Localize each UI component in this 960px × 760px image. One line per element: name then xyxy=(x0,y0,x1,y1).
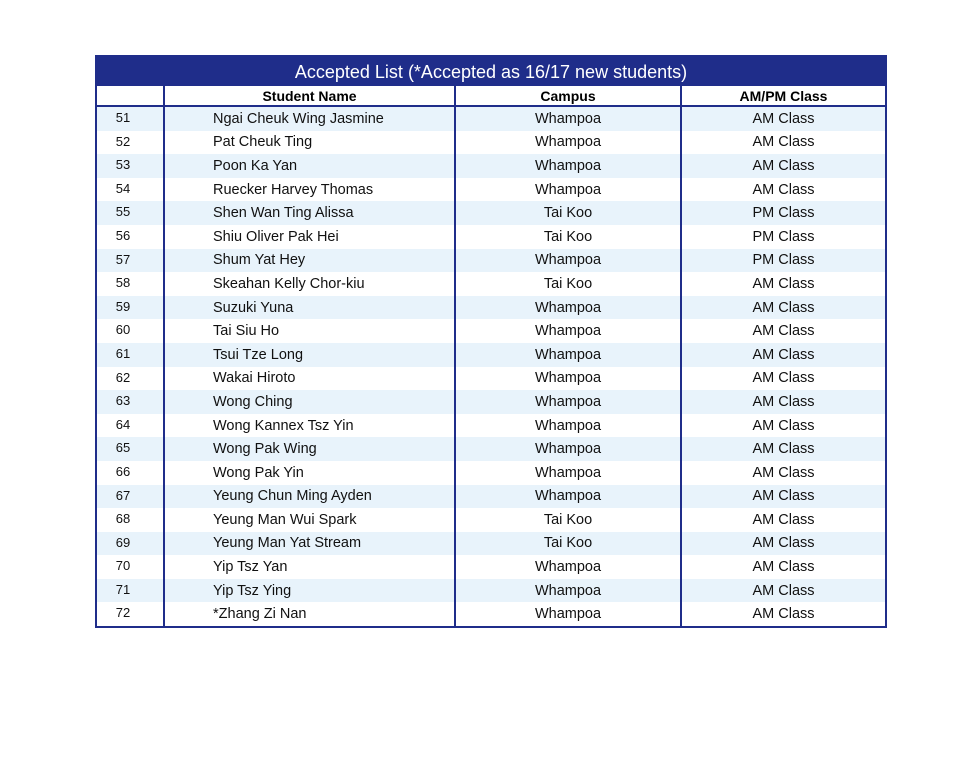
class-cell: AM Class xyxy=(681,296,885,320)
table-row xyxy=(97,225,885,249)
campus-cell: Whampoa xyxy=(455,579,681,603)
table-row xyxy=(97,178,885,202)
student-name-cell: Yip Tsz Yan xyxy=(164,555,455,579)
table-row xyxy=(97,532,885,556)
campus-cell: Whampoa xyxy=(455,319,681,343)
row-number: 64 xyxy=(97,414,164,438)
class-cell: AM Class xyxy=(681,602,885,626)
row-number: 57 xyxy=(97,249,164,273)
student-name-cell: Poon Ka Yan xyxy=(164,154,455,178)
class-cell: AM Class xyxy=(681,178,885,202)
table-header-row xyxy=(97,86,885,106)
campus-cell: Tai Koo xyxy=(455,272,681,296)
table-row xyxy=(97,272,885,296)
row-number: 51 xyxy=(97,106,164,131)
class-cell: AM Class xyxy=(681,555,885,579)
table-row xyxy=(97,485,885,509)
class-cell: AM Class xyxy=(681,106,885,131)
table-row xyxy=(97,296,885,320)
table-row xyxy=(97,555,885,579)
row-number: 56 xyxy=(97,225,164,249)
campus-cell: Whampoa xyxy=(455,343,681,367)
class-cell: AM Class xyxy=(681,508,885,532)
table-row xyxy=(97,343,885,367)
campus-cell: Tai Koo xyxy=(455,201,681,225)
student-name-cell: Wong Ching xyxy=(164,390,455,414)
student-name-cell: Yeung Man Wui Spark xyxy=(164,508,455,532)
class-cell: AM Class xyxy=(681,437,885,461)
header-class: AM/PM Class xyxy=(681,86,885,106)
student-name-cell: Shen Wan Ting Alissa xyxy=(164,201,455,225)
campus-cell: Whampoa xyxy=(455,154,681,178)
campus-cell: Whampoa xyxy=(455,390,681,414)
row-number: 55 xyxy=(97,201,164,225)
campus-cell: Whampoa xyxy=(455,461,681,485)
campus-cell: Whampoa xyxy=(455,249,681,273)
student-name-cell: Tai Siu Ho xyxy=(164,319,455,343)
campus-cell: Whampoa xyxy=(455,131,681,155)
accepted-list-sheet xyxy=(95,55,887,628)
row-number: 69 xyxy=(97,532,164,556)
student-name-cell: Pat Cheuk Ting xyxy=(164,131,455,155)
campus-cell: Tai Koo xyxy=(455,225,681,249)
campus-cell: Whampoa xyxy=(455,555,681,579)
student-name-cell: Yeung Man Yat Stream xyxy=(164,532,455,556)
campus-cell: Tai Koo xyxy=(455,508,681,532)
campus-cell: Whampoa xyxy=(455,437,681,461)
class-cell: AM Class xyxy=(681,272,885,296)
campus-cell: Whampoa xyxy=(455,178,681,202)
campus-cell: Whampoa xyxy=(455,367,681,391)
accepted-students-table xyxy=(97,86,885,626)
row-number: 62 xyxy=(97,367,164,391)
class-cell: PM Class xyxy=(681,201,885,225)
class-cell: AM Class xyxy=(681,414,885,438)
class-cell: AM Class xyxy=(681,131,885,155)
row-number: 70 xyxy=(97,555,164,579)
table-row xyxy=(97,154,885,178)
header-number xyxy=(97,86,164,106)
class-cell: PM Class xyxy=(681,225,885,249)
campus-cell: Whampoa xyxy=(455,106,681,131)
table-row xyxy=(97,319,885,343)
row-number: 52 xyxy=(97,131,164,155)
table-row xyxy=(97,249,885,273)
campus-cell: Whampoa xyxy=(455,414,681,438)
row-number: 60 xyxy=(97,319,164,343)
student-name-cell: *Zhang Zi Nan xyxy=(164,602,455,626)
student-name-cell: Wong Pak Yin xyxy=(164,461,455,485)
table-row xyxy=(97,461,885,485)
row-number: 53 xyxy=(97,154,164,178)
table-row xyxy=(97,414,885,438)
campus-cell: Tai Koo xyxy=(455,532,681,556)
student-name-cell: Wakai Hiroto xyxy=(164,367,455,391)
class-cell: AM Class xyxy=(681,532,885,556)
row-number: 61 xyxy=(97,343,164,367)
row-number: 54 xyxy=(97,178,164,202)
student-name-cell: Yip Tsz Ying xyxy=(164,579,455,603)
campus-cell: Whampoa xyxy=(455,485,681,509)
table-row xyxy=(97,367,885,391)
row-number: 67 xyxy=(97,485,164,509)
row-number: 71 xyxy=(97,579,164,603)
table-row xyxy=(97,579,885,603)
table-row xyxy=(97,508,885,532)
table-row xyxy=(97,390,885,414)
class-cell: AM Class xyxy=(681,461,885,485)
table-row xyxy=(97,131,885,155)
table-title: Accepted List (*Accepted as 16/17 new students) xyxy=(97,57,885,86)
student-name-cell: Wong Kannex Tsz Yin xyxy=(164,414,455,438)
row-number: 59 xyxy=(97,296,164,320)
row-number: 68 xyxy=(97,508,164,532)
header-student-name: Student Name xyxy=(164,86,455,106)
student-name-cell: Shum Yat Hey xyxy=(164,249,455,273)
student-name-cell: Wong Pak Wing xyxy=(164,437,455,461)
row-number: 65 xyxy=(97,437,164,461)
class-cell: AM Class xyxy=(681,390,885,414)
student-name-cell: Ruecker Harvey Thomas xyxy=(164,178,455,202)
row-number: 58 xyxy=(97,272,164,296)
campus-cell: Whampoa xyxy=(455,602,681,626)
class-cell: AM Class xyxy=(681,319,885,343)
table-row xyxy=(97,437,885,461)
class-cell: AM Class xyxy=(681,367,885,391)
class-cell: AM Class xyxy=(681,485,885,509)
campus-cell: Whampoa xyxy=(455,296,681,320)
student-name-cell: Tsui Tze Long xyxy=(164,343,455,367)
class-cell: PM Class xyxy=(681,249,885,273)
row-number: 72 xyxy=(97,602,164,626)
student-name-cell: Suzuki Yuna xyxy=(164,296,455,320)
student-name-cell: Skeahan Kelly Chor-kiu xyxy=(164,272,455,296)
student-name-cell: Shiu Oliver Pak Hei xyxy=(164,225,455,249)
row-number: 63 xyxy=(97,390,164,414)
header-campus: Campus xyxy=(455,86,681,106)
table-row xyxy=(97,602,885,626)
student-name-cell: Ngai Cheuk Wing Jasmine xyxy=(164,106,455,131)
table-row xyxy=(97,106,885,131)
table-body xyxy=(97,106,885,626)
class-cell: AM Class xyxy=(681,579,885,603)
class-cell: AM Class xyxy=(681,154,885,178)
row-number: 66 xyxy=(97,461,164,485)
table-row xyxy=(97,201,885,225)
class-cell: AM Class xyxy=(681,343,885,367)
student-name-cell: Yeung Chun Ming Ayden xyxy=(164,485,455,509)
